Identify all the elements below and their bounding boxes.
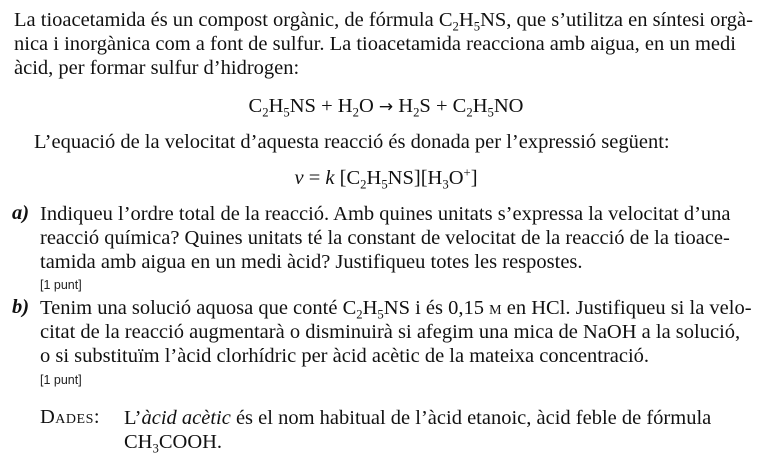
dades-label: Dades: [40, 406, 101, 428]
intro-line-2: nica i inorgànica com a font de sulfur. La tioacetamida reacciona amb aigua, en un medi [14, 33, 736, 55]
rate-equation-lead: L’equació de la velocitat d’aquesta reacció és donada per l’expressió següent: [34, 131, 670, 153]
item-b-text: Tenim una solució aquosa que conté $C_2H_5NS$ i és 0,15 m en HCl. Justifiqueu si la velo- citat de la reacció augmentarà o disminuirà si afegim una mica de NaOH a la solució, o si substituïm l’àcid clorhídric per àcid acètic de la mateixa concentració. [40, 297, 752, 367]
intro-line-1: La tioacetamida és un compost orgànic, de fórmula $C_2H_5NS$, que s’utilitza en síntesi orgà- [14, 9, 753, 34]
reaction-equation: $C_2H_5NS + H_2O \to H_2S + C_2H_5NO$ [248, 95, 524, 120]
item-a-points: [1 punt] [40, 278, 82, 292]
intro-line-3: àcid, per formar sulfur d’hidrogen: [14, 57, 300, 79]
item-a-text: Indiqueu l’ordre total de la reacció. Amb quines unitats s’expressa la velocitat d’una reacció química? Quines unitats té la constant de velocitat de la reacció de la tioace- tamida amb aigua en un medi àcid? Justifiqueu totes les respostes. [40, 203, 731, 273]
dades-text: L’àcid acètic és el nom habitual de l’àcid etanoic, àcid feble de fórmula $CH_3COOH$. [124, 407, 712, 456]
rate-equation: v = k $[C_2H_5NS][H_3O^+]$ [294, 165, 478, 192]
item-b-points: [1 punt] [40, 373, 82, 387]
item-b-letter: b) [12, 296, 30, 318]
reaction-arrow-icon: → [378, 97, 394, 117]
intro-paragraph [14, 8, 753, 80]
item-a-letter: a) [12, 202, 30, 224]
